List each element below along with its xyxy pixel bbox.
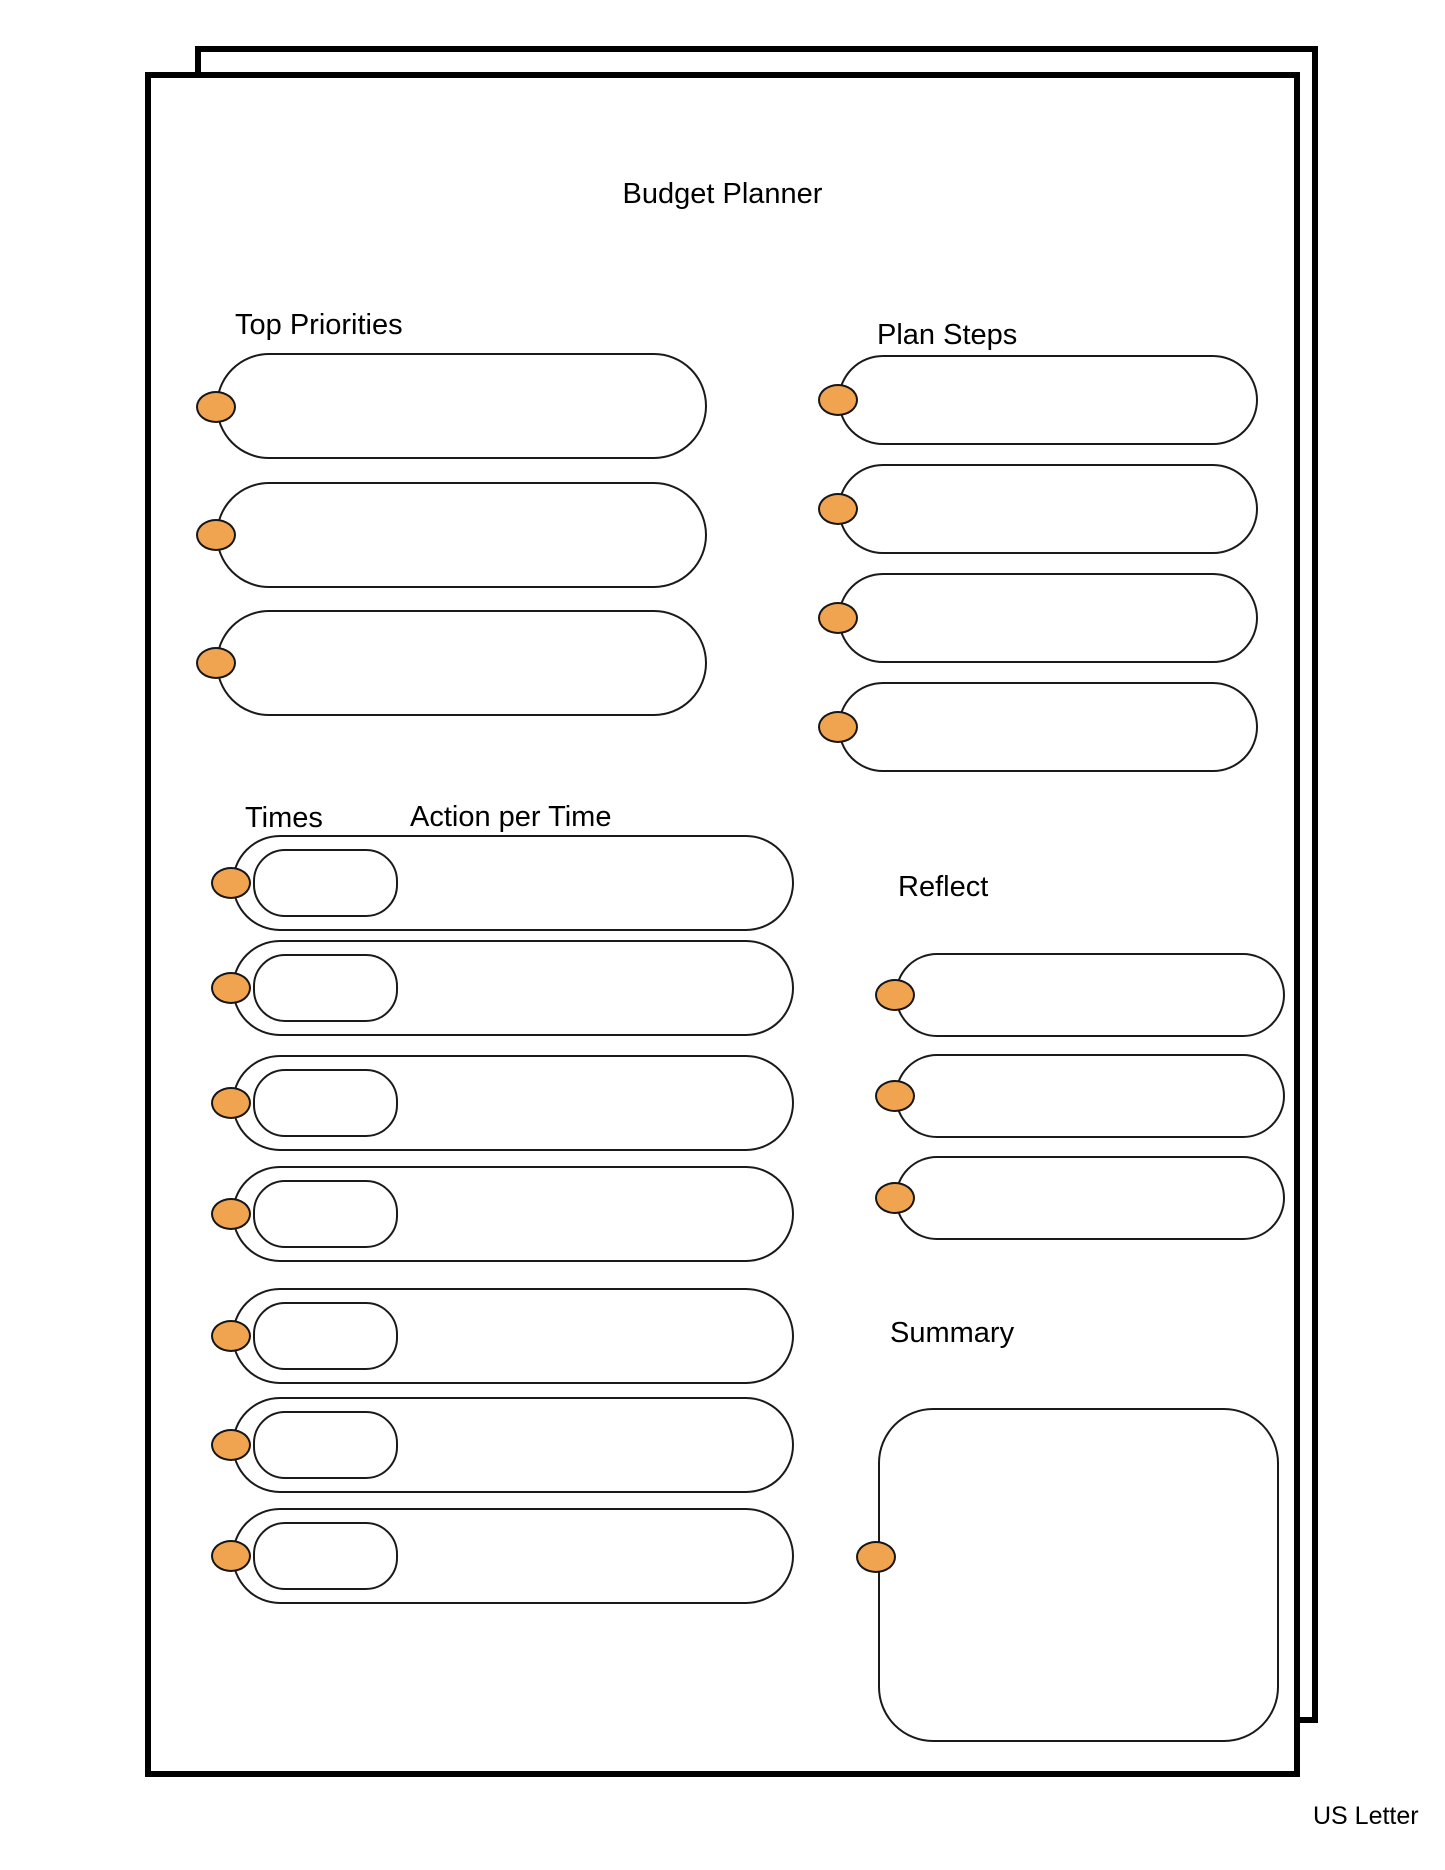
reflect-field-1[interactable] (895, 953, 1285, 1037)
bullet-dot (196, 391, 236, 423)
times-field-6[interactable] (253, 1411, 398, 1479)
front-page-sheet (145, 72, 1300, 1777)
bullet-dot (818, 493, 858, 525)
bullet-dot (211, 1540, 251, 1572)
column-label-action-per-time: Action per Time (410, 801, 612, 833)
bullet-dot (875, 1080, 915, 1112)
times-field-3[interactable] (253, 1069, 398, 1137)
bullet-dot (196, 647, 236, 679)
bullet-dot (875, 1182, 915, 1214)
times-field-4[interactable] (253, 1180, 398, 1248)
section-label-summary: Summary (890, 1317, 1015, 1349)
bullet-dot (818, 711, 858, 743)
bullet-dot (875, 979, 915, 1011)
times-field-7[interactable] (253, 1522, 398, 1590)
reflect-field-3[interactable] (895, 1156, 1285, 1240)
bullet-dot (211, 1198, 251, 1230)
bullet-dot (211, 867, 251, 899)
section-label-plan-steps: Plan Steps (877, 319, 1018, 351)
plan-steps-field-3[interactable] (838, 573, 1258, 663)
bullet-dot (818, 384, 858, 416)
top-priorities-field-1[interactable] (216, 353, 707, 459)
bullet-dot (211, 1429, 251, 1461)
times-field-5[interactable] (253, 1302, 398, 1370)
bullet-dot (211, 1320, 251, 1352)
top-priorities-field-2[interactable] (216, 482, 707, 588)
plan-steps-field-1[interactable] (838, 355, 1258, 445)
bullet-dot (211, 1087, 251, 1119)
section-label-top-priorities: Top Priorities (235, 309, 403, 341)
times-field-2[interactable] (253, 954, 398, 1022)
page-title: Budget Planner (622, 178, 823, 210)
reflect-field-2[interactable] (895, 1054, 1285, 1138)
plan-steps-field-2[interactable] (838, 464, 1258, 554)
bullet-dot (818, 602, 858, 634)
paper-size-label: US Letter (1313, 1802, 1419, 1830)
bullet-dot (211, 972, 251, 1004)
plan-steps-field-4[interactable] (838, 682, 1258, 772)
top-priorities-field-3[interactable] (216, 610, 707, 716)
summary-field[interactable] (878, 1408, 1279, 1742)
times-field-1[interactable] (253, 849, 398, 917)
bullet-dot (196, 519, 236, 551)
column-label-times: Times (245, 802, 323, 834)
bullet-dot (856, 1541, 896, 1573)
section-label-reflect: Reflect (898, 871, 989, 903)
